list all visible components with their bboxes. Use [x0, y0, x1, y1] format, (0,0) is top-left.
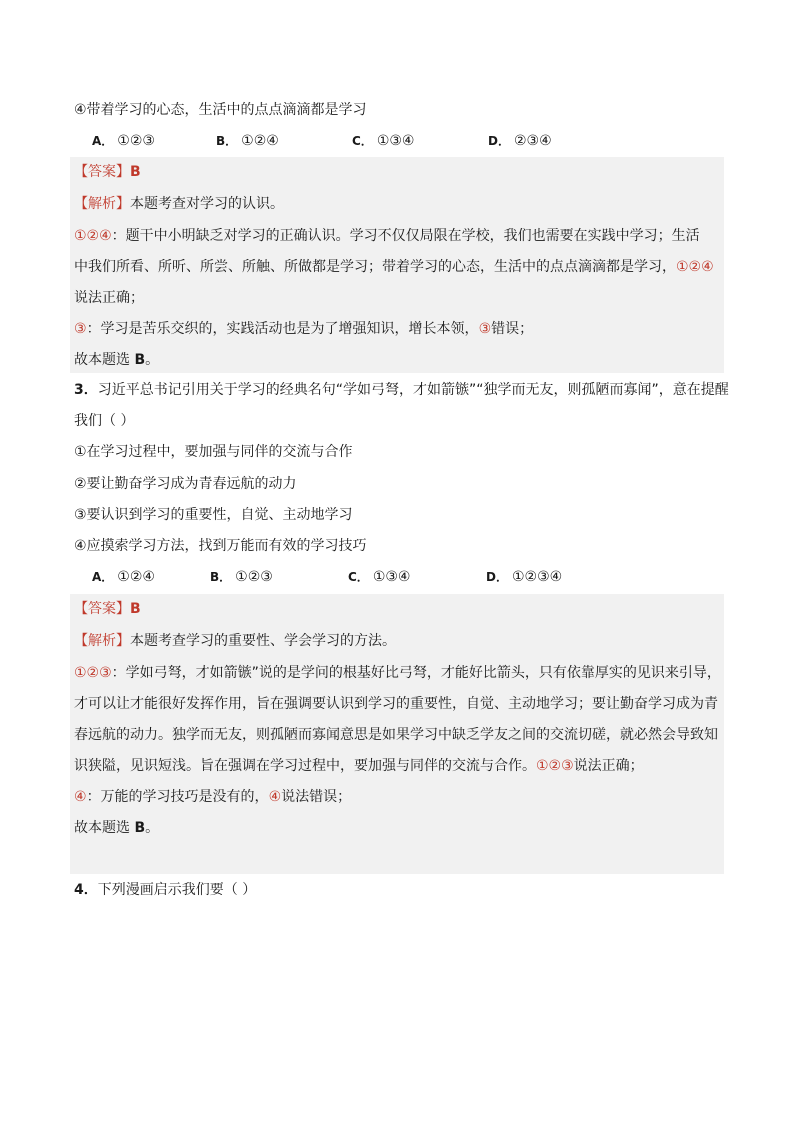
q2-analysis-p1-line2: 中我们所看、所听、所尝、所触、所做都是学习；带着学习的心态，生活中的点点滴滴都是学习，①②④ — [74, 259, 714, 275]
q2-stem-line: ④带着学习的心态，生活中的点点滴滴都是学习 — [74, 102, 367, 118]
answer-value: B — [130, 601, 141, 617]
q3-analysis-p1-line1: ①②③：学如弓弩，才如箭镞”说的是学问的根基好比弓弩，才能好比箭头，只有依靠厚实的见识来引导， — [74, 665, 721, 681]
q3-stem-line2: 我们（ ） — [74, 413, 135, 429]
q3-item-2: ②要让勤奋学习成为青春远航的动力 — [74, 476, 297, 492]
q3-answer-panel — [70, 594, 724, 874]
q2-option-c: C． ①③④ — [352, 133, 415, 149]
analysis-tag: 【解析】 — [74, 633, 130, 649]
q3-option-a: A． ①②④ — [92, 569, 155, 585]
answer-tag: 【答案】 — [74, 164, 130, 180]
q3-option-c: C． ①③④ — [348, 569, 411, 585]
q2-conclusion: 故本题选 B。 — [74, 352, 160, 368]
q3-item-1: ①在学习过程中，要加强与同伴的交流与合作 — [74, 444, 353, 460]
answer-value: B — [130, 164, 141, 180]
analysis-intro: 本题考查对学习的认识。 — [130, 196, 284, 212]
q4-stem: 4．下列漫画启示我们要（ ） — [74, 882, 257, 898]
q3-analysis-p1-line2: 才可以让才能很好发挥作用，旨在强调要认识到学习的重要性，自觉、主动地学习；要让勤奋学习成为青 — [74, 696, 718, 712]
q3-option-b: B． ①②③ — [210, 569, 273, 585]
q3-analysis-p1-line4: 识狭隘，见识短浅。旨在强调在学习过程中，要加强与同伴的交流与合作。①②③说法正确； — [74, 758, 644, 774]
q2-analysis-p2: ③：学习是苦乐交织的，实践活动也是为了增强知识，增长本领，③错误； — [74, 321, 534, 337]
answer-tag: 【答案】 — [74, 601, 130, 617]
q3-answer-line — [74, 599, 141, 619]
q3-analysis-line — [74, 631, 396, 651]
q2-analysis-line — [74, 194, 284, 214]
question-number: 4． — [74, 882, 98, 898]
q3-options — [92, 567, 692, 587]
q3-stem-line1: 3．习近平总书记引用关于学习的经典名句“学如弓弩，才如箭镞”“独学而无友，则孤陋而寡闻”，意在提醒 — [74, 382, 729, 398]
q3-item-4: ④应摸索学习方法，找到万能而有效的学习技巧 — [74, 538, 367, 554]
q2-option-b: B． ①②④ — [216, 133, 279, 149]
q3-option-d: D． ①②③④ — [486, 569, 563, 585]
q2-answer-panel — [70, 157, 724, 373]
question-number: 3． — [74, 382, 98, 398]
q2-analysis-p1-line1: ①②④：题干中小明缺乏对学习的正确认识。学习不仅仅局限在学校，我们也需要在实践中学习；生活 — [74, 228, 700, 244]
q3-item-3: ③要认识到学习的重要性，自觉、主动地学习 — [74, 507, 353, 523]
q3-analysis-p2: ④：万能的学习技巧是没有的，④说法错误； — [74, 789, 352, 805]
analysis-intro: 本题考查学习的重要性、学会学习的方法。 — [130, 633, 396, 649]
q2-options — [92, 131, 692, 151]
analysis-tag: 【解析】 — [74, 196, 130, 212]
q2-answer-line — [74, 162, 141, 182]
q3-analysis-p1-line3: 春远航的动力。独学而无友，则孤陋而寡闻意思是如果学习中缺乏学友之间的交流切磋，就必然会导致知 — [74, 727, 718, 743]
q2-analysis-p1-line3: 说法正确； — [74, 290, 144, 306]
q2-option-a: A． ①②③ — [92, 133, 155, 149]
q2-option-d: D． ②③④ — [488, 133, 552, 149]
q3-conclusion: 故本题选 B。 — [74, 820, 160, 836]
